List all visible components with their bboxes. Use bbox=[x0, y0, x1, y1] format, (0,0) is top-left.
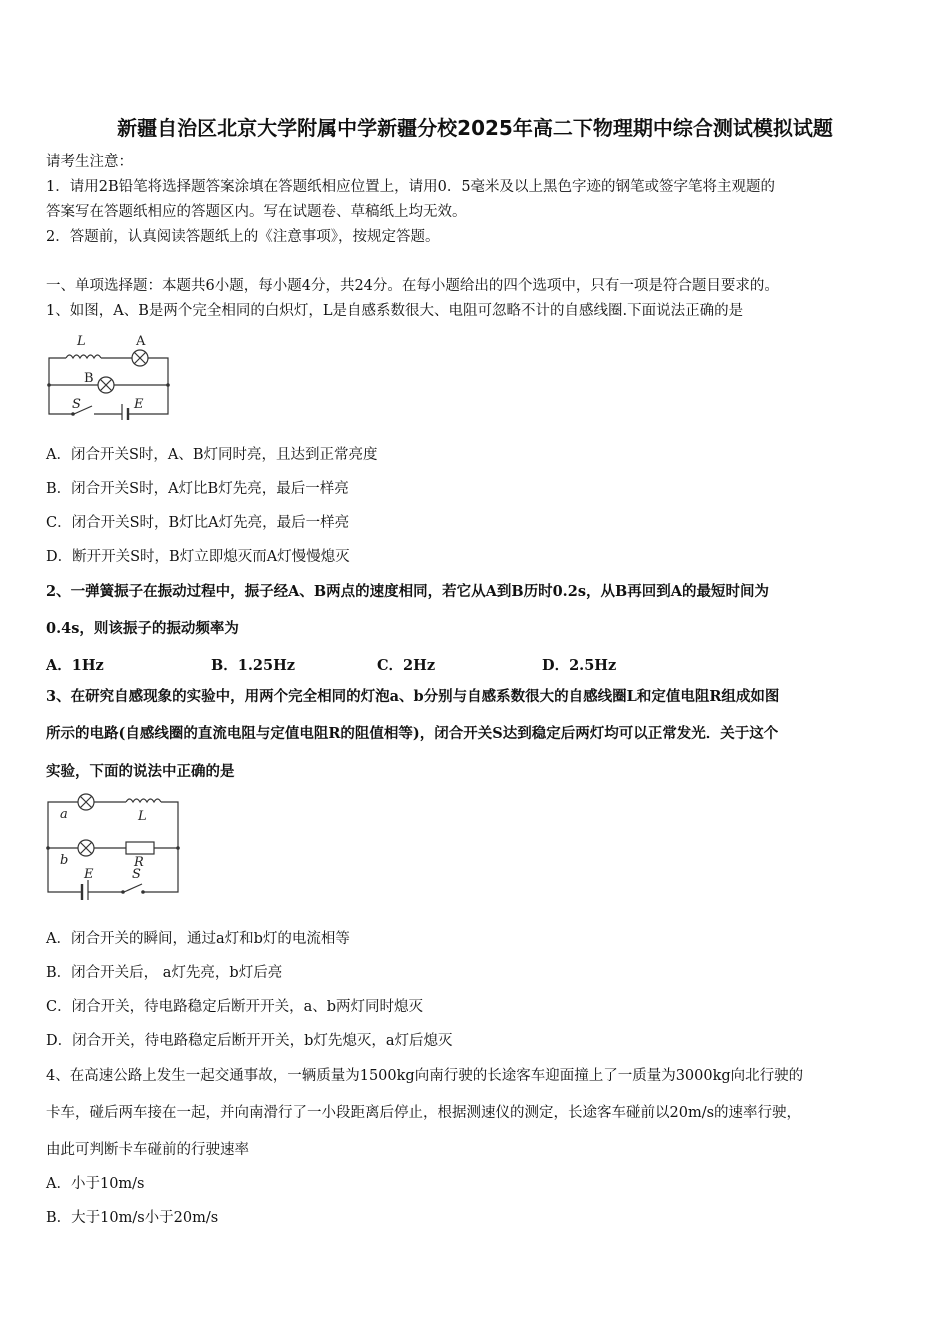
q4-stem-line-1: 4、在高速公路上发生一起交通事故，一辆质量为1500kg向南行驶的长途客车迎面撞上了一质量为3000kg向北行驶的 bbox=[46, 1068, 804, 1084]
q1-fig-label-B: B bbox=[84, 371, 94, 386]
q3-fig-label-E: E bbox=[84, 867, 94, 882]
q1-option-a: A．闭合开关S时，A、B灯同时亮，且达到正常亮度 bbox=[46, 447, 378, 463]
q3-fig-label-L: L bbox=[138, 809, 147, 824]
q3-option-a: A．闭合开关的瞬间，通过a灯和b灯的电流相等 bbox=[46, 931, 350, 947]
q3-stem-line-3: 实验，下面的说法中正确的是 bbox=[46, 763, 235, 780]
q3-fig-label-S: S bbox=[132, 867, 141, 882]
q4-option-a: A．小于10m/s bbox=[46, 1176, 145, 1192]
q3-option-d: D．闭合开关，待电路稳定后断开开关，b灯先熄灭，a灯后熄灭 bbox=[46, 1033, 453, 1049]
notice-line-2: 2．答题前，认真阅读答题纸上的《注意事项》，按规定答题。 bbox=[46, 229, 440, 245]
q2-stem-line-2: 0.4s，则该振子的振动频率为 bbox=[46, 620, 239, 637]
q3-fig-label-a: a bbox=[60, 807, 68, 822]
q3-fig-label-b: b bbox=[60, 853, 69, 868]
q3-fig-label-R: R bbox=[134, 855, 144, 870]
q1-fig-label-S: S bbox=[72, 397, 81, 412]
q1-option-b: B．闭合开关S时，A灯比B灯先亮，最后一样亮 bbox=[46, 481, 349, 497]
q1-circuit-diagram bbox=[44, 330, 176, 420]
section-1-heading: 一、单项选择题：本题共6小题，每小题4分，共24分。在每小题给出的四个选项中，只有一项是符合题目要求的。 bbox=[46, 278, 779, 294]
notice-line-1b: 答案写在答题纸相应的答题区内。写在试题卷、草稿纸上均无效。 bbox=[46, 204, 467, 220]
q1-option-d: D．断开开关S时，B灯立即熄灭而A灯慢慢熄灭 bbox=[46, 549, 350, 565]
q2-option-a: A．1Hz bbox=[46, 657, 104, 674]
notice-heading: 请考生注意： bbox=[46, 154, 133, 170]
q1-fig-label-L: L bbox=[77, 334, 86, 349]
q1-fig-label-A: A bbox=[136, 334, 146, 349]
q3-circuit-diagram bbox=[44, 792, 184, 900]
q1-option-c: C．闭合开关S时，B灯比A灯先亮，最后一样亮 bbox=[46, 515, 350, 531]
page-title: 新疆自治区北京大学附属中学新疆分校2025年高二下物理期中综合测试模拟试题 bbox=[117, 116, 833, 140]
q3-stem-line-1: 3、在研究自感现象的实验中，用两个完全相同的灯泡a、b分别与自感系数很大的自感线圈L和定值电阻R组成如图 bbox=[46, 688, 780, 705]
q2-stem-line-1: 2、一弹簧振子在振动过程中，振子经A、B两点的速度相同，若它从A到B历时0.2s，从B再回到A的最短时间为 bbox=[46, 583, 769, 600]
q3-option-b: B．闭合开关后， a灯先亮，b灯后亮 bbox=[46, 965, 283, 981]
q2-option-b: B．1.25Hz bbox=[211, 657, 296, 674]
q1-stem: 1、如图，A、B是两个完全相同的白炽灯，L是自感系数很大、电阻可忽略不计的自感线圈.下面说法正确的是 bbox=[46, 303, 744, 319]
q3-stem-line-2: 所示的电路(自感线圈的直流电阻与定值电阻R的阻值相等)，闭合开关S达到稳定后两灯均可以正常发光．关于这个 bbox=[46, 725, 779, 742]
q4-stem-line-2: 卡车，碰后两车接在一起，并向南滑行了一小段距离后停止，根据测速仪的测定，长途客车碰前以20m/s的速率行驶， bbox=[46, 1105, 802, 1121]
q2-option-d: D．2.5Hz bbox=[542, 657, 617, 674]
notice-line-1: 1．请用2B铅笔将选择题答案涂填在答题纸相应位置上，请用0．5毫米及以上黑色字迹的钢笔或签字笔将主观题的 bbox=[46, 179, 776, 195]
q3-option-c: C．闭合开关，待电路稳定后断开开关，a、b两灯同时熄灭 bbox=[46, 999, 424, 1015]
q4-option-b: B．大于10m/s小于20m/s bbox=[46, 1210, 219, 1226]
q4-stem-line-3: 由此可判断卡车碰前的行驶速率 bbox=[46, 1142, 249, 1158]
q2-option-c: C．2Hz bbox=[377, 657, 436, 674]
q1-fig-label-E: E bbox=[134, 397, 144, 412]
